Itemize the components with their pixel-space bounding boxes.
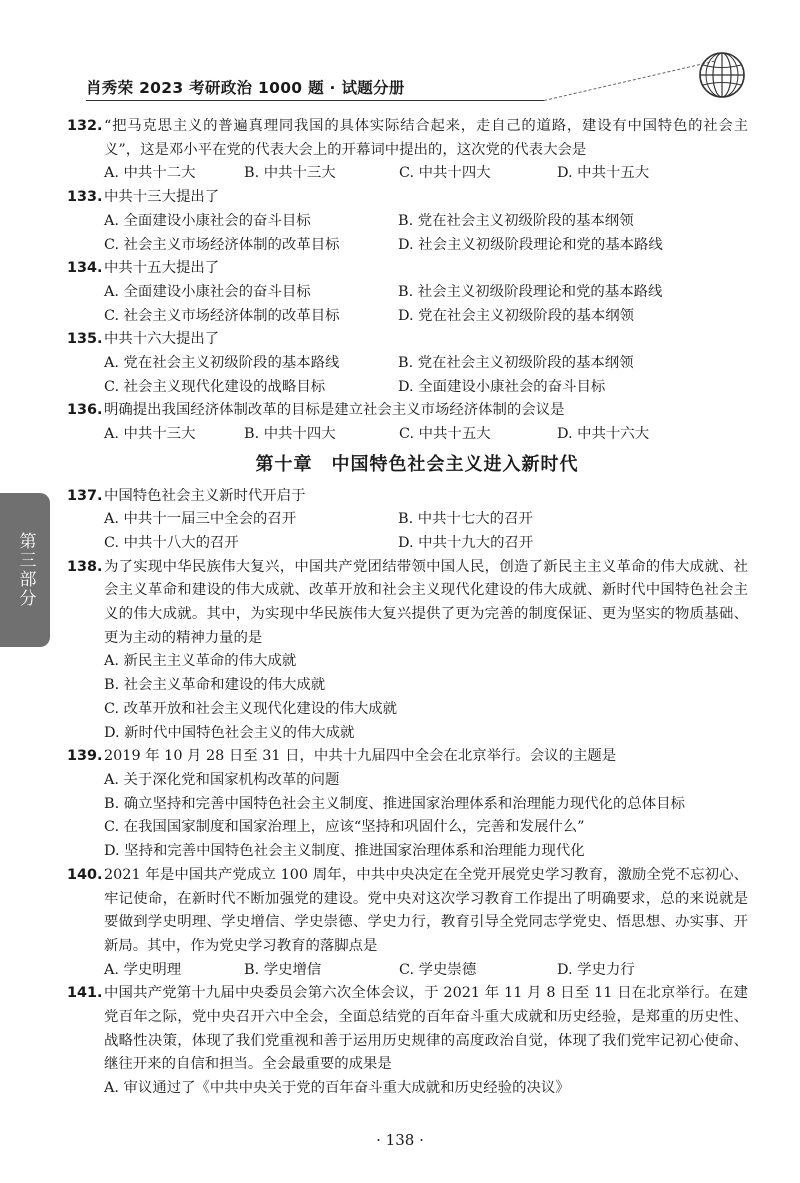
answer-option: B. 中共十三大 bbox=[244, 165, 336, 182]
answer-options bbox=[104, 650, 748, 745]
header-rule bbox=[86, 100, 544, 101]
answer-option: C. 中共十八大的召开 bbox=[104, 534, 239, 551]
answer-option: A. 全面建设小康社会的奋斗目标 bbox=[104, 212, 311, 229]
answer-option: C. 社会主义现代化建设的战略目标 bbox=[104, 378, 326, 395]
answer-option: D. 全面建设小康社会的奋斗目标 bbox=[398, 378, 606, 395]
answer-options bbox=[104, 210, 748, 257]
answer-option: D. 新时代中国特色社会主义的伟大成就 bbox=[104, 724, 355, 741]
question-number: 136. bbox=[67, 402, 103, 419]
answer-option: C. 中共十五大 bbox=[399, 426, 491, 443]
answer-option: A. 新民主主义革命的伟大成就 bbox=[104, 653, 297, 670]
question-number: 133. bbox=[67, 189, 103, 206]
question-stem: 中国特色社会主义新时代开启于 bbox=[104, 487, 306, 504]
answer-option: A. 全面建设小康社会的奋斗目标 bbox=[104, 283, 311, 300]
question-stem: 中国共产党第十九届中央委员会第六次全体会议，于 2021 年 11 月 8 日至 11 日在北京举行。在建党百年之际，党中央召开六中全会，全面总结党的百年奋斗重大成就和历史经验，是郑重的历史性、战略性决策，体现了我们党重视和善于运用历史规律的高度政治自觉，体现了我们党牢记初心使命、继往开来的自信和担当。全会最重要的成果是 bbox=[104, 985, 748, 1073]
answer-option: D. 中共十九大的召开 bbox=[398, 534, 534, 551]
page-number: · 138 · bbox=[376, 1131, 424, 1149]
answer-option: B. 社会主义初级阶段理论和党的基本路线 bbox=[398, 283, 663, 300]
question-stem: 2021 年是中国共产党成立 100 周年，中共中央决定在全党开展党史学习教育，激励全党不忘初心、牢记使命，在新时代不断加强党的建设。党中央对这次学习教育工作提出了明确要求，总的来说就是要做到学史明理、学史增信、学史崇德、学史力行，教育引导全党同志学党史、悟思想、办实事、开新局。其中，作为党史学习教育的落脚点是 bbox=[104, 866, 748, 954]
question-stem: 为了实现中华民族伟大复兴，中国共产党团结带领中国人民，创造了新民主主义革命的伟大成就、社会主义革命和建设的伟大成就、改革开放和社会主义现代化建设的伟大成就、新时代中国特色社会主义的伟大成就。其中，为实现中华民族伟大复兴提供了更为完善的制度保证、更为坚实的物质基础、更为主动的精神力量的是 bbox=[104, 558, 748, 646]
answer-option: D. 中共十五大 bbox=[557, 165, 650, 182]
question-group-chapter-9 bbox=[67, 115, 748, 447]
answer-option: C. 学史崇德 bbox=[399, 961, 477, 978]
question-item bbox=[67, 257, 748, 328]
answer-option: C. 社会主义市场经济体制的改革目标 bbox=[104, 236, 340, 253]
answer-option: A. 中共十二大 bbox=[104, 165, 196, 182]
question-number: 141. bbox=[67, 985, 103, 1002]
question-number: 134. bbox=[67, 260, 103, 277]
answer-options bbox=[104, 959, 748, 983]
answer-options bbox=[104, 281, 748, 328]
answer-option: D. 中共十六大 bbox=[557, 426, 650, 443]
answer-option: C. 改革开放和社会主义现代化建设的伟大成就 bbox=[104, 700, 398, 717]
question-number: 140. bbox=[67, 866, 103, 883]
question-stem: 明确提出我国经济体制改革的目标是建立社会主义市场经济体制的会议是 bbox=[104, 402, 565, 419]
question-item bbox=[67, 485, 748, 556]
answer-options bbox=[104, 423, 748, 447]
question-number: 138. bbox=[67, 558, 103, 575]
answer-option: C. 中共十四大 bbox=[399, 165, 491, 182]
question-number: 132. bbox=[67, 118, 103, 134]
answer-options bbox=[104, 1077, 748, 1101]
question-item bbox=[67, 115, 748, 186]
answer-option: D. 坚持和完善中国特色社会主义制度、推进国家治理体系和治理能力现代化 bbox=[104, 843, 585, 860]
question-stem: “把马克思主义的普遍真理同我国的具体实际结合起来，走自己的道路，建设有中国特色的社会主义”，这是邓小平在党的代表大会上的开幕词中提出的，这次党的代表大会是 bbox=[104, 118, 748, 158]
answer-options bbox=[104, 352, 748, 399]
answer-option: B. 学史增信 bbox=[244, 961, 322, 978]
question-number: 139. bbox=[67, 748, 103, 765]
question-stem: 中共十六大提出了 bbox=[104, 331, 220, 348]
answer-option: C. 在我国国家制度和国家治理上，应该“坚持和巩固什么，完善和发展什么” bbox=[104, 819, 585, 836]
question-item bbox=[67, 556, 748, 746]
answer-option: B. 党在社会主义初级阶段的基本纲领 bbox=[398, 212, 634, 229]
question-number: 135. bbox=[67, 331, 103, 348]
answer-option: A. 审议通过了《中共中央关于党的百年奋斗重大成就和历史经验的决议》 bbox=[104, 1080, 570, 1097]
header-slant-rule bbox=[544, 61, 715, 102]
answer-option: B. 确立坚持和完善中国特色社会主义制度、推进国家治理体系和治理能力现代化的总体目标 bbox=[104, 795, 685, 812]
question-stem: 2019 年 10 月 28 日至 31 日，中共十九届四中全会在北京举行。会议的主题是 bbox=[104, 748, 617, 765]
answer-option: D. 社会主义初级阶段理论和党的基本路线 bbox=[398, 236, 663, 253]
section-side-tab bbox=[0, 493, 50, 647]
question-item bbox=[67, 982, 748, 1101]
answer-option: B. 党在社会主义初级阶段的基本纲领 bbox=[398, 355, 634, 372]
answer-option: D. 党在社会主义初级阶段的基本纲领 bbox=[398, 307, 635, 324]
answer-option: A. 学史明理 bbox=[104, 961, 182, 978]
answer-option: A. 中共十三大 bbox=[104, 426, 196, 443]
answer-options bbox=[104, 162, 748, 186]
answer-option: B. 中共十七大的召开 bbox=[398, 511, 533, 528]
answer-option: C. 社会主义市场经济体制的改革目标 bbox=[104, 307, 340, 324]
answer-option: A. 中共十一届三中全会的召开 bbox=[104, 511, 297, 528]
question-stem: 中共十三大提出了 bbox=[104, 189, 220, 206]
book-header-title: 肖秀荣 2023 考研政治 1000 题 · 试题分册 bbox=[86, 79, 405, 97]
chapter-title: 第十章 中国特色社会主义进入新时代 bbox=[255, 453, 579, 475]
question-number: 137. bbox=[67, 487, 103, 504]
answer-option: B. 社会主义革命和建设的伟大成就 bbox=[104, 677, 326, 694]
answer-option: A. 关于深化党和国家机构改革的问题 bbox=[104, 771, 340, 788]
question-item bbox=[67, 745, 748, 864]
question-item bbox=[67, 186, 748, 257]
section-side-tab-label: 第三部分 bbox=[15, 532, 36, 608]
answer-options bbox=[104, 508, 748, 555]
question-item bbox=[67, 399, 748, 446]
question-stem: 中共十五大提出了 bbox=[104, 260, 220, 277]
question-group-chapter-10 bbox=[67, 485, 748, 1101]
question-item bbox=[67, 328, 748, 399]
question-content bbox=[67, 115, 748, 1101]
answer-options bbox=[104, 769, 748, 864]
answer-option: B. 中共十四大 bbox=[244, 426, 336, 443]
answer-option: D. 学史力行 bbox=[557, 961, 635, 978]
answer-option: A. 党在社会主义初级阶段的基本路线 bbox=[104, 355, 340, 372]
globe-icon bbox=[697, 50, 747, 100]
question-item bbox=[67, 864, 748, 983]
